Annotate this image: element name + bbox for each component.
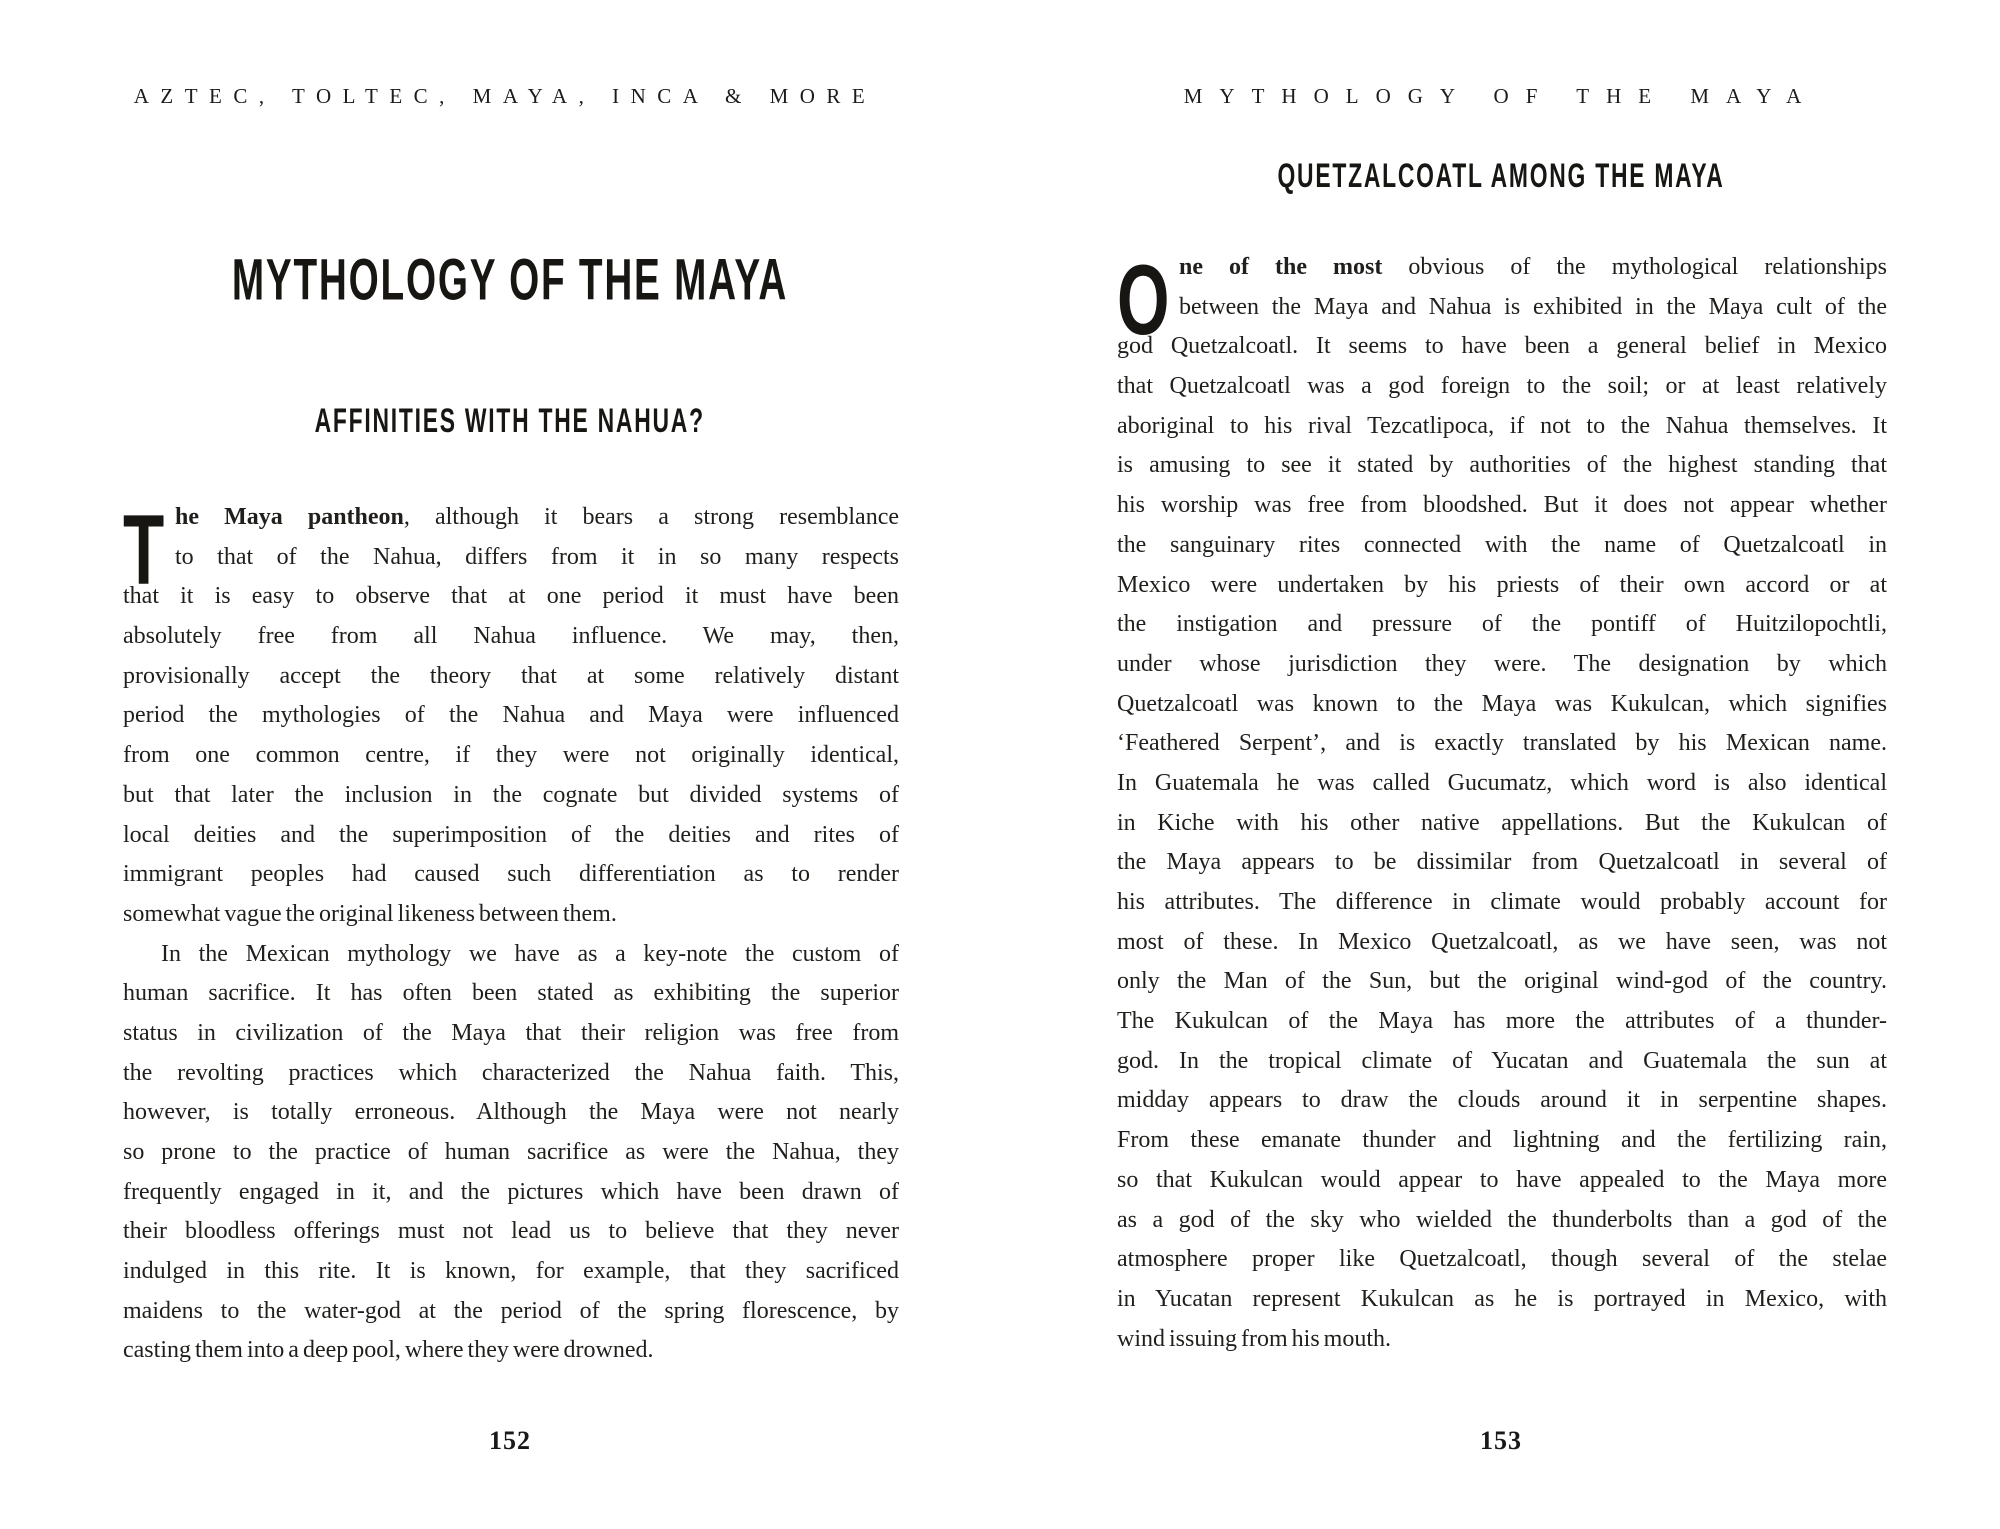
text-line: ‘Feathered Serpent’, and is exactly translated by his Mexican name. [1117, 730, 1887, 757]
text-line: he Maya pantheon, although it bears a strong resemblance [175, 504, 899, 530]
text-line: his worship was free from bloodshed. But it does not appear whether [1117, 492, 1887, 519]
text-line: indulged in this rite. It is known, for example, that they sacrificed [123, 1258, 899, 1285]
text-line: but that later the inclusion in the cognate but divided systems of [123, 781, 899, 808]
running-head-left: AZTEC, TOLTEC, MAYA, INCA & MORE [133, 84, 877, 108]
text-line: his attributes. The difference in climate would probably account for [1117, 889, 1887, 915]
text-line: casting them into a deep pool, where they were drowned. [123, 1337, 654, 1364]
text-line: status in civilization of the Maya that their religion was free from [123, 1019, 899, 1046]
text-line: frequently engaged in it, and the pictures which have been drawn of [123, 1178, 899, 1205]
text-line: so that Kukulcan would appear to have appealed to the Maya more [1117, 1166, 1887, 1193]
section-heading-affinities [123, 400, 897, 440]
text-line: ne of the most obvious of the mythological relationships [1179, 254, 1887, 280]
text-line: under whose jurisdiction they were. The designation by which [1117, 650, 1887, 677]
section-heading-quetzalcoatl-text: QUETZALCOATL AMONG THE MAYA [1277, 155, 1725, 195]
text-line: In Guatemala he was called Gucumatz, which word is also identical [1117, 769, 1887, 796]
text-line: the instigation and pressure of the pontiff of Huitzilopochtli, [1117, 611, 1887, 638]
text-line: From these emanate thunder and lightning and the fertilizing rain, [1117, 1127, 1887, 1154]
text-line: In the Mexican mythology we have as a key-note the custom of [161, 940, 899, 967]
text-line: however, is totally erroneous. Although the Maya were not nearly [123, 1099, 899, 1126]
text-line: the Maya appears to be dissimilar from Quetzalcoatl in several of [1117, 849, 1887, 876]
text-line: somewhat vague the original likeness between them. [123, 900, 617, 927]
text-line: absolutely free from all Nahua influence. We may, then, [123, 623, 899, 650]
text-line: so prone to the practice of human sacrifice as were the Nahua, they [123, 1139, 899, 1165]
text-line: immigrant peoples had caused such differentiation as to render [123, 861, 899, 888]
text-line: in Yucatan represent Kukulcan as he is portrayed in Mexico, with [1117, 1285, 1887, 1312]
text-line: The Kukulcan of the Maya has more the attributes of a thunder- [1117, 1008, 1887, 1035]
text-line: only the Man of the Sun, but the original wind-god of the country. [1117, 968, 1887, 995]
section-heading-quetzalcoatl [1117, 155, 1885, 195]
drop-cap: O [1117, 244, 1170, 356]
text-line: Mexico were undertaken by his priests of their own accord or at [1117, 571, 1887, 598]
text-line: local deities and the superimposition of the deities and rites of [123, 821, 899, 848]
text-line: human sacrifice. It has often been stated as exhibiting the superior [123, 980, 899, 1007]
paragraph [123, 935, 899, 1372]
text-line: midday appears to draw the clouds around it in serpentine shapes. [1117, 1087, 1887, 1114]
text-line: the sanguinary rites connected with the name of Quetzalcoatl in [1117, 531, 1887, 558]
text-line: god. In the tropical climate of Yucatan and Guatemala the sun at [1117, 1047, 1887, 1074]
text-line: god Quetzalcoatl. It seems to have been a general belief in Mexico [1117, 333, 1887, 360]
text-line: is amusing to see it stated by authorities of the highest standing that [1117, 452, 1887, 479]
chapter-title-text: MYTHOLOGY OF THE MAYA [231, 248, 789, 313]
paragraph [123, 494, 899, 935]
text-line: as a god of the sky who wielded the thunderbolts than a god of the [1117, 1206, 1887, 1233]
body-text-right [1117, 244, 1887, 1359]
text-line: maidens to the water-god at the period of the spring florescence, by [123, 1297, 899, 1324]
text-line: their bloodless offerings must not lead us to believe that they never [123, 1218, 899, 1245]
page-number-left: 152 [489, 1426, 531, 1455]
body-text-left [123, 494, 899, 1371]
text-line: wind issuing from his mouth. [1117, 1325, 1392, 1352]
text-line: aboriginal to his rival Tezcatlipoca, if not to the Nahua themselves. It [1117, 412, 1887, 439]
text-line: atmosphere proper like Quetzalcoatl, though several of the stelae [1117, 1246, 1887, 1273]
text-line: provisionally accept the theory that at some relatively distant [123, 662, 899, 689]
text-line: that it is easy to observe that at one period it must have been [123, 583, 899, 610]
drop-cap: T [123, 494, 165, 606]
paragraph [1117, 244, 1887, 1359]
section-heading-affinities-text: AFFINITIES WITH THE NAHUA? [314, 400, 706, 440]
chapter-title [123, 248, 897, 313]
running-head-right: MYTHOLOGY OF THE MAYA [1183, 84, 1819, 108]
text-line: in Kiche with his other native appellations. But the Kukulcan of [1117, 809, 1887, 836]
text-line: that Quetzalcoatl was a god foreign to the soil; or at least relatively [1117, 373, 1887, 400]
text-line: from one common centre, if they were not originally identical, [123, 742, 899, 769]
text-line: Quetzalcoatl was known to the Maya was Kukulcan, which signifies [1117, 690, 1887, 717]
page-number-right: 153 [1480, 1426, 1522, 1455]
text-line: to that of the Nahua, differs from it in so many respects [175, 543, 899, 570]
text-line: the revolting practices which characterized the Nahua faith. This, [123, 1059, 899, 1086]
text-line: most of these. In Mexico Quetzalcoatl, as we have seen, was not [1117, 928, 1887, 955]
text-line: between the Maya and Nahua is exhibited in the Maya cult of the [1179, 293, 1887, 320]
text-line: period the mythologies of the Nahua and Maya were influenced [123, 702, 899, 729]
